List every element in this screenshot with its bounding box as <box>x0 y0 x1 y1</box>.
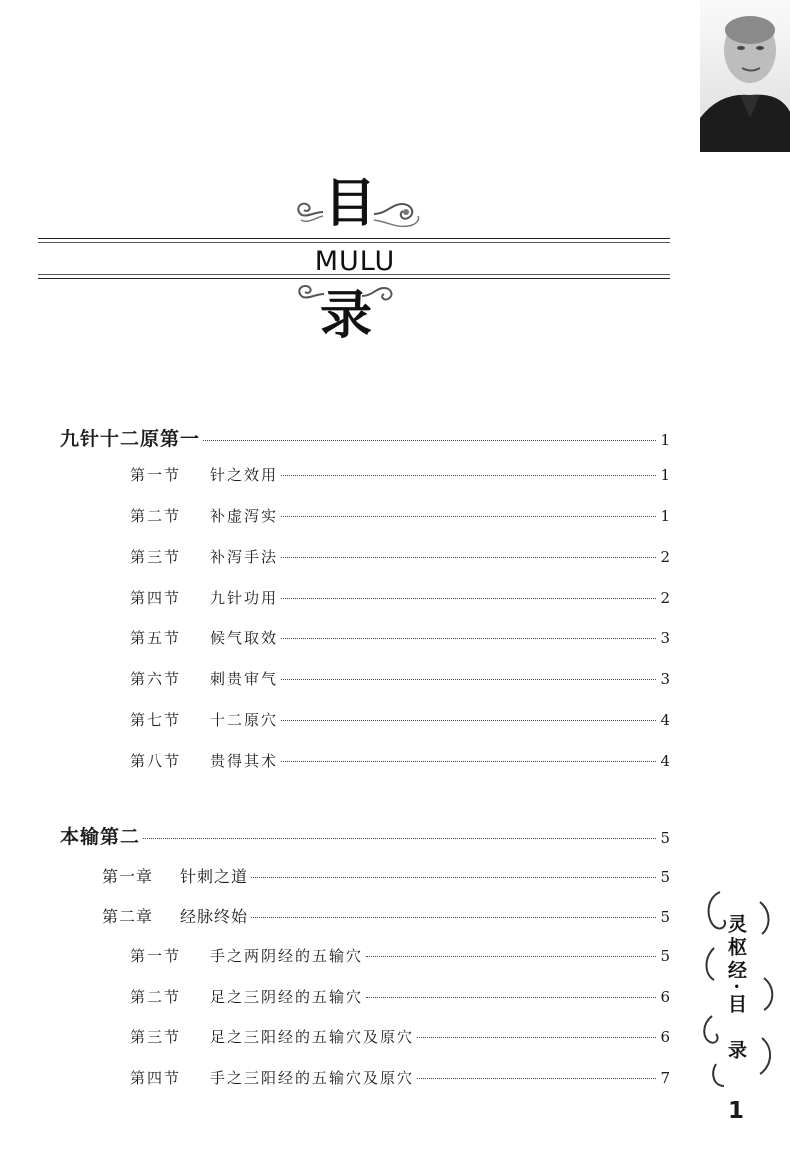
toc-header <box>0 170 790 370</box>
toc-entry-page: 3 <box>660 629 670 647</box>
toc-entry-title: 足之三阴经的五输穴 <box>210 988 364 1006</box>
toc-entry-section[interactable] <box>130 750 670 771</box>
toc-entry-page: 1 <box>660 507 670 525</box>
header-rule-top-inner <box>38 242 670 243</box>
dot-leader <box>281 475 656 476</box>
toc-entry-section[interactable] <box>130 505 670 526</box>
dot-leader <box>251 917 656 918</box>
toc-entry-subchapter[interactable] <box>102 904 670 927</box>
author-portrait <box>700 0 790 152</box>
toc-entry-page: 2 <box>660 548 670 566</box>
dot-leader <box>417 1078 656 1079</box>
toc-section-number: 第一节 <box>130 466 182 484</box>
toc-entry-title: 足之三阳经的五输穴及原穴 <box>210 1028 415 1046</box>
toc-entry-title: 本输第二 <box>60 826 141 848</box>
toc-entry-section[interactable] <box>130 668 670 689</box>
toc-chapter-number: 第一章 <box>102 867 154 886</box>
toc-entry-section[interactable] <box>130 464 670 485</box>
toc-entry-page: 5 <box>660 908 670 926</box>
toc-entry-page: 1 <box>660 466 670 484</box>
running-title: 灵枢经·目 录 <box>725 914 747 1063</box>
toc-entry-page: 6 <box>660 988 670 1006</box>
toc-entry-section[interactable] <box>130 945 670 966</box>
toc-entry-title: 刺贵审气 <box>210 670 279 688</box>
dot-leader <box>281 598 656 599</box>
toc-entry-page: 1 <box>660 431 670 449</box>
toc-entry-title: 补虚泻实 <box>210 507 279 525</box>
toc-entry-chapter[interactable] <box>60 424 670 451</box>
toc-entry-section[interactable] <box>130 587 670 608</box>
toc-entry-page: 7 <box>660 1069 670 1087</box>
toc-section-number: 第一节 <box>130 947 182 965</box>
toc-entry-page: 4 <box>660 711 670 729</box>
dot-leader <box>366 997 656 998</box>
toc-entry-title: 十二原穴 <box>210 711 279 729</box>
dot-leader <box>281 761 656 762</box>
toc-entry-chapter[interactable] <box>60 822 670 849</box>
toc-section-number: 第三节 <box>130 1028 182 1046</box>
toc-section-number: 第三节 <box>130 548 182 566</box>
toc-entry-page: 6 <box>660 1028 670 1046</box>
toc-entry-section[interactable] <box>130 627 670 648</box>
toc-section-number: 第七节 <box>130 711 182 729</box>
toc-entry-section[interactable] <box>130 986 670 1007</box>
toc-entry-title: 贵得其术 <box>210 752 279 770</box>
toc-entry-title: 经脉终始 <box>180 907 249 926</box>
toc-entry-title: 手之三阳经的五输穴及原穴 <box>210 1069 415 1087</box>
toc-entry-title: 针刺之道 <box>180 867 249 886</box>
toc-section-number: 第八节 <box>130 752 182 770</box>
dot-leader <box>366 956 656 957</box>
dot-leader <box>281 638 656 639</box>
left-swirl-ornament-top <box>295 198 325 226</box>
dot-leader <box>281 720 656 721</box>
toc-entry-page: 3 <box>660 670 670 688</box>
toc-entry-section[interactable] <box>130 1067 670 1088</box>
toc-section-number: 第四节 <box>130 1069 182 1087</box>
toc-entry-title: 针之效用 <box>210 466 279 484</box>
title-char-mu: 目 <box>324 174 377 234</box>
dot-leader <box>281 516 656 517</box>
dot-leader <box>281 679 656 680</box>
toc-entry-page: 5 <box>660 868 670 886</box>
header-rule-bottom <box>38 278 670 279</box>
dot-leader <box>203 440 656 441</box>
toc-entry-page: 4 <box>660 752 670 770</box>
toc-section-number: 第五节 <box>130 629 182 647</box>
toc-entry-title: 候气取效 <box>210 629 279 647</box>
page-number: 1 <box>728 1098 745 1124</box>
toc-section-number: 第二节 <box>130 988 182 1006</box>
dot-leader <box>281 557 656 558</box>
toc-entry-section[interactable] <box>130 709 670 730</box>
toc-entry-title: 手之两阴经的五输穴 <box>210 947 364 965</box>
mulu-label: MULU <box>314 246 396 277</box>
toc-section-number: 第六节 <box>130 670 182 688</box>
toc-entry-title: 九针功用 <box>210 589 279 607</box>
title-char-lu: 录 <box>320 286 373 346</box>
toc-section-number: 第二节 <box>130 507 182 525</box>
header-rule-top <box>38 238 670 239</box>
dot-leader <box>251 877 656 878</box>
toc-entry-section[interactable] <box>130 546 670 567</box>
right-swirl-ornament-top <box>372 192 424 232</box>
toc-entry-page: 2 <box>660 589 670 607</box>
toc-entry-title: 九针十二原第一 <box>60 428 201 450</box>
toc-entry-title: 补泻手法 <box>210 548 279 566</box>
dot-leader <box>143 838 656 839</box>
toc-entry-section[interactable] <box>130 1026 670 1047</box>
toc-section-number: 第四节 <box>130 589 182 607</box>
toc-chapter-number: 第二章 <box>102 907 154 926</box>
toc-entry-page: 5 <box>660 947 670 965</box>
toc-entry-subchapter[interactable] <box>102 864 670 887</box>
toc-entry-page: 5 <box>660 829 670 847</box>
header-rule-bottom-inner <box>38 274 670 275</box>
dot-leader <box>417 1037 656 1038</box>
